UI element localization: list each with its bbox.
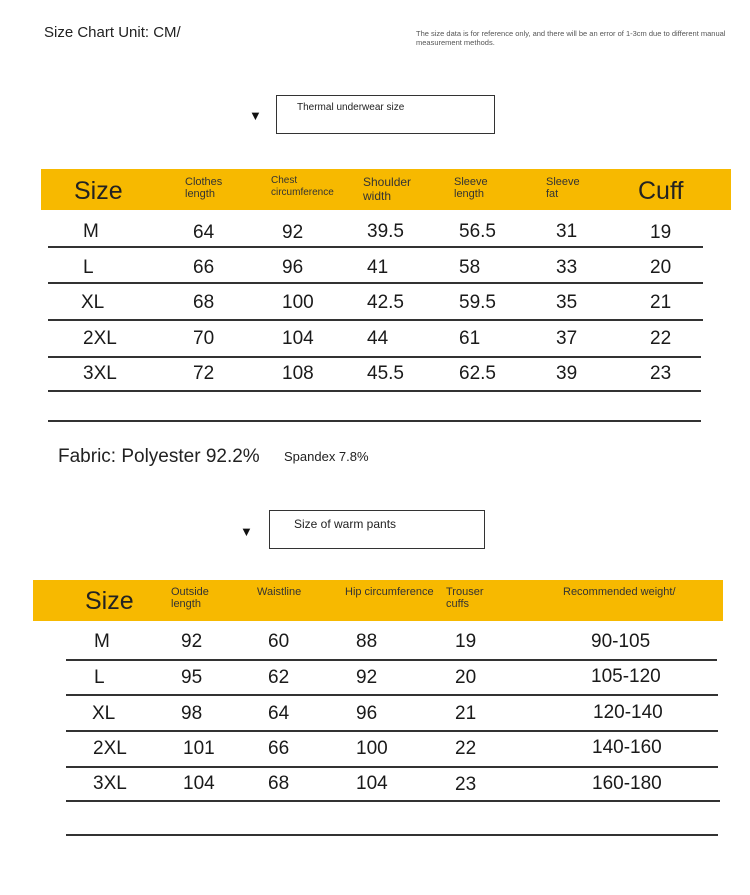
row-divider [66,694,718,696]
thermal-col-size: Size [74,177,123,205]
thermal-cell: 39.5 [367,221,404,242]
pants-col-hip: Hip circumference [345,586,434,598]
thermal-cell: 108 [282,363,314,384]
pants-cell: 92 [356,667,378,688]
pants-section-label: Size of warm pants [269,510,485,549]
row-divider [66,766,718,768]
pants-cell: 88 [356,631,378,652]
pants-cell: 64 [268,703,290,724]
pants-cell: 160-180 [592,773,662,794]
row-divider [48,246,703,248]
pants-cell: 22 [455,738,477,759]
thermal-cell: M [83,221,99,242]
thermal-cell: 3XL [83,363,117,384]
thermal-section-label: Thermal underwear size [276,95,495,134]
thermal-cell: 59.5 [459,292,496,313]
pants-arrow-icon: ▼ [240,524,253,539]
thermal-cell: 39 [556,363,578,384]
pants-cell: 98 [181,703,203,724]
pants-cell: 101 [183,738,215,759]
thermal-cell: 19 [650,222,672,243]
pants-cell: L [94,667,105,688]
row-divider [66,659,717,661]
thermal-col-clothes-length: Clothes length [185,176,223,200]
thermal-cell: L [83,257,94,278]
thermal-cell: XL [81,292,105,313]
thermal-cell: 42.5 [367,292,404,313]
pants-cell: 21 [455,703,477,724]
thermal-cell: 64 [193,222,215,243]
row-divider [48,319,703,321]
table-bottom-rule [48,420,701,422]
pants-cell: 19 [455,631,477,652]
pants-cell: 105-120 [591,666,661,687]
pants-cell: 68 [268,773,290,794]
thermal-cell: 68 [193,292,215,313]
thermal-cell: 96 [282,257,304,278]
size-disclaimer-note: The size data is for reference only, and there will be an error of 1-3cm due to different manual measurement methods. [416,29,726,47]
pants-cell: 120-140 [593,702,663,723]
pants-cell: 140-160 [592,737,662,758]
thermal-col-cuff: Cuff [638,177,684,205]
pants-col-outside-length: Outside length [171,586,209,610]
thermal-cell: 31 [556,221,578,242]
pants-cell: 20 [455,667,477,688]
pants-cell: M [94,631,110,652]
pants-cell: 60 [268,631,290,652]
pants-cell: 66 [268,738,290,759]
thermal-cell: 72 [193,363,215,384]
pants-cell: 3XL [93,773,127,794]
thermal-cell: 23 [650,363,672,384]
thermal-cell: 21 [650,292,672,313]
pants-cell: 92 [181,631,203,652]
thermal-col-sleeve-fat: Sleeve fat [546,176,580,200]
pants-cell: 95 [181,667,203,688]
thermal-cell: 56.5 [459,221,496,242]
fabric-composition: Fabric: Polyester 92.2% [58,446,260,467]
pants-col-waistline: Waistline [257,586,302,598]
pants-col-weight: Recommended weight/ [563,586,676,598]
pants-cell: 104 [356,773,388,794]
pants-cell: 90-105 [591,631,651,652]
pants-col-size: Size [85,587,134,615]
thermal-col-sleeve-length: Sleeve length [454,176,488,200]
thermal-cell: 41 [367,257,389,278]
row-divider [66,730,718,732]
thermal-col-shoulder: Shoulder width [363,175,412,203]
pants-cell: 23 [455,774,477,795]
pants-cell: 62 [268,667,290,688]
thermal-col-chest: Chest circumference [271,175,334,198]
thermal-cell: 100 [282,292,314,313]
thermal-cell: 92 [282,222,304,243]
row-divider [48,282,703,284]
pants-table-header [33,580,723,621]
thermal-cell: 33 [556,257,578,278]
thermal-table-header [41,169,731,210]
fabric-spandex: Spandex 7.8% [284,449,369,464]
thermal-cell: 44 [367,328,389,349]
thermal-cell: 70 [193,328,215,349]
pants-cell: XL [92,703,116,724]
pants-col-trouser-cuffs: Trouser cuffs [446,586,484,610]
thermal-cell: 61 [459,328,481,349]
pants-cell: 96 [356,703,378,724]
thermal-arrow-icon: ▼ [249,108,262,123]
thermal-cell: 66 [193,257,215,278]
thermal-cell: 22 [650,328,672,349]
row-divider [48,390,701,392]
thermal-cell: 58 [459,257,481,278]
thermal-cell: 62.5 [459,363,496,384]
pants-cell: 100 [356,738,388,759]
table-bottom-rule [66,834,718,836]
row-divider [48,356,701,358]
pants-cell: 104 [183,773,215,794]
thermal-cell: 20 [650,257,672,278]
size-chart-unit-title: Size Chart Unit: CM/ [44,24,181,41]
pants-cell: 2XL [93,738,127,759]
thermal-cell: 104 [282,328,314,349]
row-divider [66,800,720,802]
thermal-cell: 37 [556,328,578,349]
thermal-cell: 35 [556,292,578,313]
thermal-cell: 2XL [83,328,117,349]
thermal-cell: 45.5 [367,363,404,384]
